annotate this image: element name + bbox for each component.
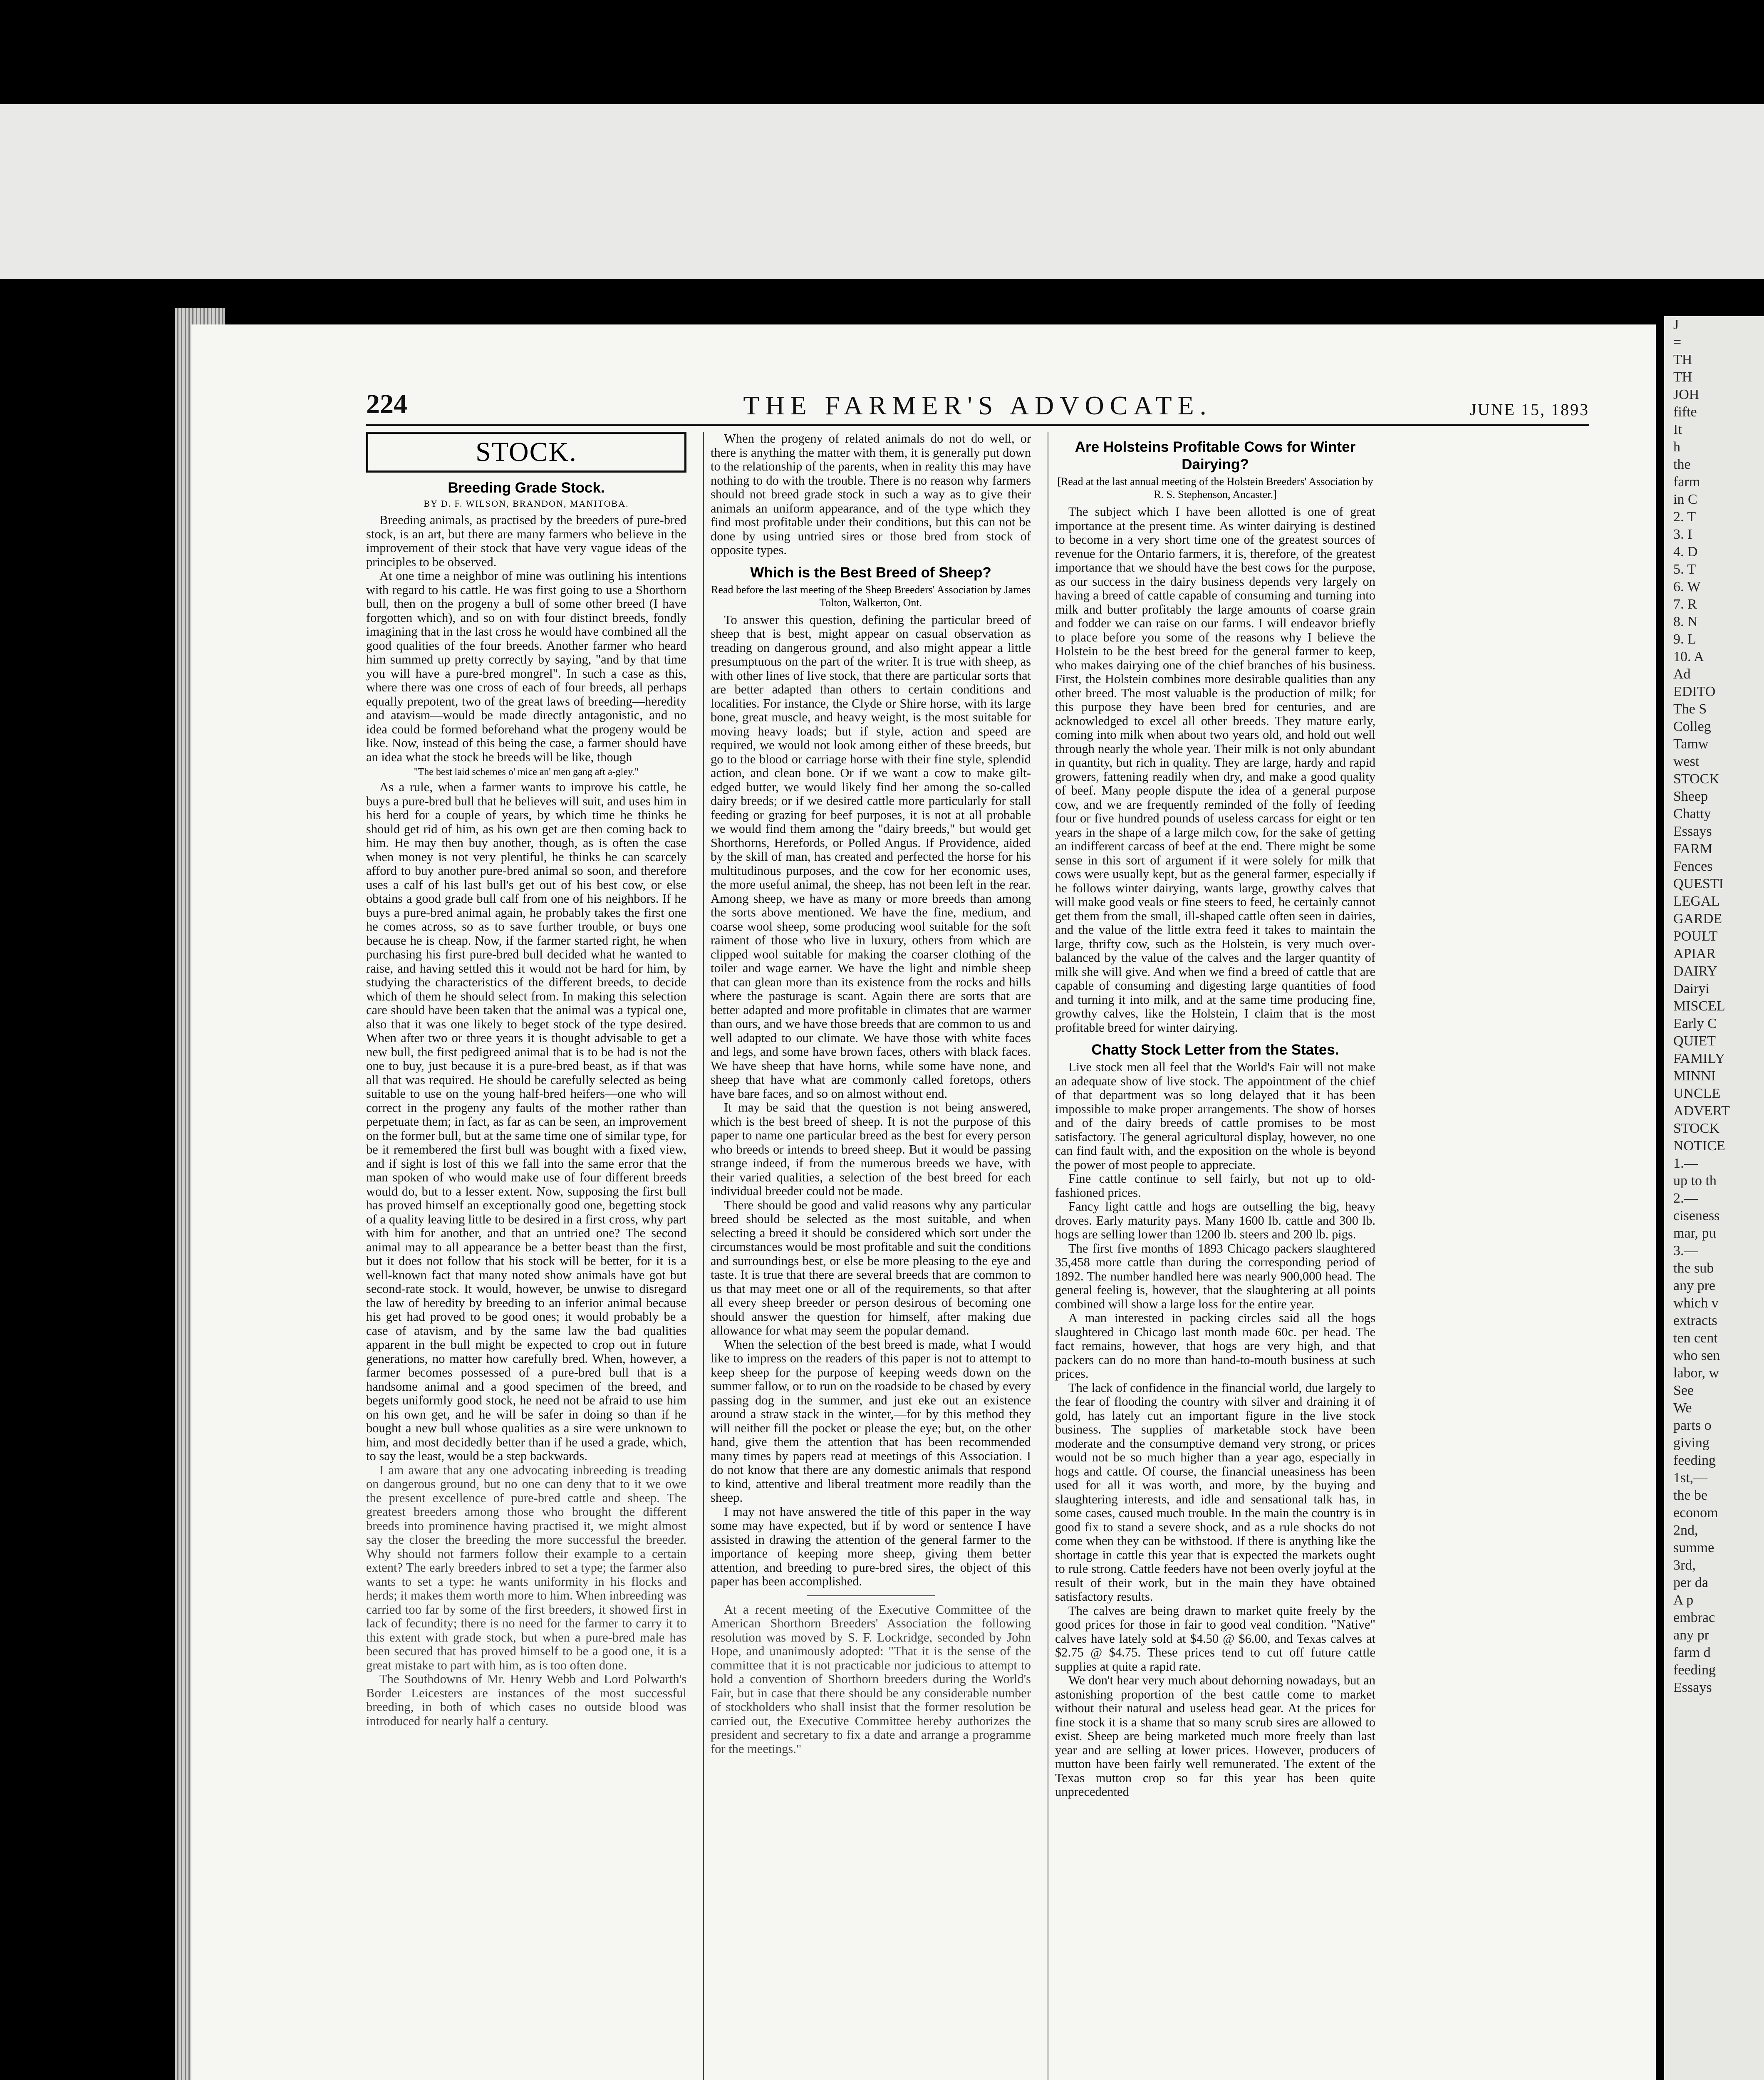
- column-2: [703, 432, 1031, 2080]
- article-note: Read before the last meeting of the Sheep Breeders' Association by James Tolton, Walkerton, Ont.: [711, 583, 1031, 609]
- adjacent-text-fragment: mar, pu: [1673, 1226, 1716, 1241]
- adjacent-text-fragment: per da: [1673, 1575, 1709, 1590]
- paragraph: The first five months of 1893 Chicago packers slaughtered 35,458 more cattle than during the corresponding period of 1892. The number handled here was nearly 900,000 head. The general feeling is, however, that the slaughtering at all points combined will show a large loss for the entire year.: [1055, 1241, 1375, 1311]
- adjacent-text-fragment: 3rd,: [1673, 1558, 1696, 1573]
- paragraph: It may be said that the question is not being answered, which is the best breed of sheep. It is not the purpose of this paper to name one particular breed as the best for every person who breeds or intends to breed sheep. But it would be passing strange indeed, if from the numerous breeds we have, with their varied qualities, a selection of the best breed for each individual breeder could not be made.: [711, 1100, 1031, 1198]
- article-title-holsteins: Are Holsteins Profitable Cows for Winter Dairying?: [1075, 439, 1356, 473]
- adjacent-text-fragment: ciseness: [1673, 1208, 1720, 1223]
- article-title-breeding: Breeding Grade Stock.: [448, 480, 605, 496]
- adjacent-text-fragment: fifte: [1673, 404, 1697, 420]
- adjacent-text-fragment: 7. R: [1673, 597, 1697, 612]
- adjacent-text-fragment: GARDE: [1673, 911, 1722, 926]
- paragraph: Fine cattle continue to sell fairly, but not up to old-fashioned prices.: [1055, 1171, 1375, 1200]
- paragraph: The Southdowns of Mr. Henry Webb and Lord Polwarth's Border Leicesters are instances of the most successful breeding, in both of which cases no outside blood was introduced for nearly half a century.: [366, 1672, 686, 1728]
- adjacent-text-fragment: 3. I: [1673, 527, 1692, 542]
- adjacent-text-fragment: TH: [1673, 369, 1692, 385]
- adjacent-text-fragment: JOH: [1673, 387, 1700, 402]
- adjacent-text-fragment: any pre: [1673, 1278, 1716, 1293]
- adjacent-text-fragment: FARM: [1673, 841, 1712, 857]
- paragraph: I may not have answered the title of this paper in the way some may have expected, but if by word or sentence I have assisted in drawing the attention of the general farmer to the importance of keeping more sheep, giving them better attention, and breeding to pure-bred sires, the object of this paper has been accomplished.: [711, 1504, 1031, 1588]
- paragraph: When the progeny of related animals do not do well, or there is anything the matter with them, it is generally put down to the relationship of the parents, when in reality this may have nothing to do with the trouble. There is no reason why farmers should not breed grade stock in such a way as to give their animals an uniform appearance, and of the type which they find most profitable under their conditions, but this can not be done by using untried sires or those bred from stock of opposite types.: [711, 432, 1031, 557]
- adjacent-text-fragment: APIAR: [1673, 946, 1716, 961]
- adjacent-text-fragment: POULT: [1673, 929, 1718, 944]
- article-note: [Read at the last annual meeting of the Holstein Breeders' Association by R. S. Stephenson, Ancaster.]: [1057, 475, 1373, 500]
- adjacent-text-fragment: EDITO: [1673, 684, 1716, 699]
- adjacent-text-fragment: 2.—: [1673, 1191, 1698, 1206]
- paragraph: To answer this question, defining the particular breed of sheep that is best, might appear on casual observation as treading on dangerous ground, and also might appear a little presumptuous on the part of the writer. It is true with sheep, as with other lines of live stock, that there are particular sorts that are better adapted than others to certain conditions and localities. For instance, the Clyde or Shire horse, with its large bone, great muscle, and heavy weight, is the most suitable for moving heavy loads; but if style, action and speed are required, we would not look among either of these breeds, but go to the blood or carriage horse with their fine style, splendid action, and clean bone. Or if we want a cow to make gilt-edged butter, we would likely find her among the so-called dairy breeds; or if we desired cattle more particularly for stall feeding or grazing for beef purposes, it is not at all probable we would find them among the "dairy breeds," but would get Shorthorns, Herefords, or Polled Angus. If Providence, aided by the skill of man, has created and perfected the horse for his multitudinous purposes, and the cow for her economic uses, the more useful animal, the sheep, has not been left in the rear. Among sheep, we have as many or more breeds than among the sorts above mentioned. We have the fine, medium, and coarse wool sheep, some producing wool suitable for the soft raiment of those who live in luxury, others from which are clipped wool suitable for making the coarser clothing of the toiler and wage earner. We have the light and nimble sheep that can glean more than its existence from the rocks and hills where the pasturage is scant. Again there are sorts that are better adapted and more profitable in climates that are warmer than ours, and we have those breeds that are common to us and well adapted to our climate. We have those with white faces and legs, and some have brown faces, others with black faces. We have sheep that have horns, while some have none, and sheep that have what are commonly called foretops, others have bare faces, and so on almost without end.: [711, 612, 1031, 1101]
- page-number: 224: [366, 389, 407, 419]
- adjacent-text-fragment: A p: [1673, 1592, 1694, 1608]
- adjacent-text-fragment: Early C: [1673, 1016, 1717, 1031]
- paragraph: I am aware that any one advocating inbreeding is treading on dangerous ground, but no one can deny that to it we owe the present excellence of pure-bred cattle and sheep. The greatest breeders among those who brought the different breeds into prominence having practised it, we might almost say the closer the breeding the more successful the breeder. Why should not farmers follow their example to a certain extent? The early breeders inbred to set a type; the farmer also wants to set a type: he wants uniformity in his flocks and herds; it makes them worth more to him. When inbreeding was carried too far by some of the first breeders, it showed first in lack of fecundity; there is no need for the farmer to carry it to this extent with grade stock, but when a pure-bred male has been secured that has proved himself to be a good one, it is a great mistake to part with him, as is too often done.: [366, 1463, 686, 1672]
- paragraph: When the selection of the best breed is made, what I would like to impress on the readers of this paper is not to attempt to keep sheep for the purpose of keeping weeds down on the summer fallow, or to run on the roadside to be chased by every passing dog in the summer, and just eke out an existence around a straw stack in the winter,—for by this method they will neither fill the pocket or please the eye; but, on the other hand, give them the attention that has been recommended many times by papers read at meetings of this Association. I do not know that there are any domestic animals that respond to kind, attentive and liberal treatment more readily than the sheep.: [711, 1337, 1031, 1505]
- adjacent-text-fragment: UNCLE: [1673, 1086, 1721, 1101]
- article-title-chatty: Chatty Stock Letter from the States.: [1091, 1042, 1339, 1058]
- paragraph: As a rule, when a farmer wants to improve his cattle, he buys a pure-bred bull that he believes will suit, and uses him in his herd for a couple of years, by which time he thinks he should get rid of him, as his own get are then coming back to him. He may then buy another, though, as is often the case when money is not very plentiful, he thinks he can scarcely afford to buy another pure-bred animal so soon, and therefore uses a calf of his last bull's get out of his best cow, or else obtains a good grade bull calf from one of his neighbors. If he buys a pure-bred animal again, he probably takes the first one he comes across, so as to save further trouble, or buys one because he is cheap. Now, if the farmer started right, he when purchasing his first pure-bred bull decided what he wanted to raise, and having settled this it would not be hard for him, by studying the characteristics of the different breeds, to decide which of them he should select from. In making this selection care should have been taken that the animal was a typical one, also that it was one likely to beget stock of the type desired. When after two or three years it is thought advisable to get a new bull, the first pedigreed animal that is to be had is not the one to buy, just because it is a pure-bred beast, as if that was all that was required. He should be carefully selected as being suitable to use on the young half-bred heifers—one who will correct in the progeny any faults of the mother rather than perpetuate them; in fact, as far as can be seen, an improvement on the former bull, but at the same time one of similar type, for be it remembered the first bull was bought with a fixed view, and if sight is lost of this we fall into the same error that the man spoken of who would make use of four different breeds would do, but to a lesser extent. Now, supposing the first bull has proved himself an exceptionally good one, begetting stock of a quality leaving little to be desired in a first cross, why part with him for another, and that an untried one? The second animal may to all appearance be a better beast than the first, but it does not follow that his stock will be better, for it is a well-known fact that many noted show animals have got but second-rate stock. It would, however, be unwise to disregard the law of heredity by breeding to an inferior animal because his get had proved to be good ones; it would probably be a case of atavism, and by the same law the bad qualities apparent in the bull might be expected to crop out in future generations, no matter how carefully bred. When, however, a farmer becomes possessed of a pure-bred bull that is a handsome animal and a good specimen of the breed, and begets uniformly good stock, he need not be afraid to use him on his own get, and he will be safer in doing so than if he bought a new bull whose qualities as a sire were unknown to him, and most decidedly better than if he used a grade, which, to say the least, would be a step backwards.: [366, 780, 686, 1463]
- adjacent-text-fragment: 5. T: [1673, 562, 1696, 577]
- masthead: [366, 387, 1589, 426]
- paragraph: A man interested in packing circles said all the hogs slaughtered in Chicago last month made 60c. per head. The fact remains, however, that hogs are very high, and that packers can do no more than hand-to-mouth business at such prices.: [1055, 1311, 1375, 1381]
- adjacent-text-fragment: 8. N: [1673, 614, 1698, 629]
- adjacent-text-fragment: Colleg: [1673, 719, 1711, 734]
- adjacent-text-fragment: FAMILY: [1673, 1051, 1725, 1066]
- adjacent-text-fragment: 2nd,: [1673, 1523, 1698, 1538]
- adjacent-text-fragment: MINNI: [1673, 1068, 1716, 1084]
- issue-date: JUNE 15, 1893: [1470, 400, 1589, 419]
- adjacent-page-fragment: [1664, 316, 1764, 2080]
- adjacent-text-fragment: the sub: [1673, 1260, 1714, 1276]
- adjacent-text-fragment: Ad: [1673, 666, 1691, 682]
- adjacent-text-fragment: STOCK: [1673, 771, 1719, 787]
- adjacent-text-fragment: 6. W: [1673, 579, 1701, 594]
- adjacent-text-fragment: parts o: [1673, 1418, 1712, 1433]
- adjacent-text-fragment: 10. A: [1673, 649, 1704, 664]
- column-3: [1048, 432, 1375, 2080]
- divider: [807, 1595, 935, 1596]
- adjacent-text-fragment: LEGAL: [1673, 894, 1720, 909]
- section-heading: STOCK.: [366, 432, 686, 473]
- adjacent-text-fragment: It: [1673, 422, 1682, 437]
- newspaper-page: [191, 324, 1656, 2080]
- adjacent-text-fragment: Sheep: [1673, 789, 1708, 804]
- adjacent-text-fragment: west: [1673, 754, 1700, 769]
- poem-quote: "The best laid schemes o' mice an' men gang aft a-gley.": [414, 767, 639, 778]
- adjacent-text-fragment: feeding: [1673, 1662, 1716, 1678]
- article-title-sheep: Which is the Best Breed of Sheep?: [750, 564, 991, 581]
- adjacent-text-fragment: Essays: [1673, 824, 1712, 839]
- adjacent-text-fragment: embrac: [1673, 1610, 1715, 1625]
- adjacent-text-fragment: See: [1673, 1383, 1694, 1398]
- adjacent-text-fragment: any pr: [1673, 1627, 1709, 1643]
- adjacent-text-fragment: summe: [1673, 1540, 1714, 1555]
- adjacent-text-fragment: 9. L: [1673, 631, 1696, 647]
- paragraph: Live stock men all feel that the World's Fair will not make an adequate show of live stock. The appointment of the chief of that department was so long delayed that it has been impossible to make proper arrangements. The show of horses and of the dairy breeds of cattle promises to be most satisfactory. The general agricultural display, however, no one can find fault with, and the exposition on the whole is beyond the power of most people to appreciate.: [1055, 1060, 1375, 1172]
- byline: BY D. F. WILSON, BRANDON, MANITOBA.: [424, 498, 629, 509]
- overexposed-band: [0, 104, 1764, 279]
- adjacent-text-fragment: farm: [1673, 474, 1700, 490]
- adjacent-text-fragment: 2. T: [1673, 509, 1696, 525]
- adjacent-text-fragment: 1.—: [1673, 1156, 1698, 1171]
- adjacent-text-fragment: The S: [1673, 701, 1707, 717]
- adjacent-text-fragment: Tamw: [1673, 736, 1709, 752]
- adjacent-text-fragment: in C: [1673, 492, 1697, 507]
- adjacent-text-fragment: which v: [1673, 1295, 1719, 1311]
- adjacent-text-fragment: TH: [1673, 352, 1692, 367]
- adjacent-text-fragment: We: [1673, 1400, 1692, 1416]
- adjacent-text-fragment: Dairyi: [1673, 981, 1709, 996]
- adjacent-text-fragment: ADVERT: [1673, 1103, 1730, 1119]
- adjacent-text-fragment: 3.—: [1673, 1243, 1698, 1258]
- adjacent-text-fragment: Chatty: [1673, 806, 1711, 822]
- paragraph: Breeding animals, as practised by the breeders of pure-bred stock, is an art, but there are many farmers who believe in the improvement of their stock that have very vague ideas of the principles to be observed.: [366, 513, 686, 569]
- paragraph: At one time a neighbor of mine was outlining his intentions with regard to his cattle. He was first going to use a Shorthorn bull, then on the progeny a bull of some other breed (I have forgotten which), and so on with four distinct breeds, fondly imagining that in the last cross he would have combined all the good qualities of the four breeds. Another farmer who heard him summed up pretty correctly by saying, "and by that time you will have a pure-bred mongrel". In such a case as this, where there was one cross of each of four breeds, all perhaps equally prepotent, two of the great laws of breeding—heredity and atavism—would be made directly antagonistic, and no idea could be formed beforehand what the progeny would be like. Now, instead of this being the case, a farmer should have an idea what the stock he breeds will be like, though: [366, 569, 686, 764]
- paragraph: We don't hear very much about dehorning nowadays, but an astonishing proportion of the best cattle come to market without their natural and useless head gear. At the prices for fine stock it is a shame that so many scrub sires are allowed to exist. Sheep are being marketed much more freely than last year and are selling at lower prices. However, producers of mutton have been fairly well remunerated. The extent of the Texas mutton crop so far this year has been quite unprecedented: [1055, 1673, 1375, 1799]
- adjacent-text-fragment: NOTICE: [1673, 1138, 1725, 1154]
- paragraph: Fancy light cattle and hogs are outselling the big, heavy droves. Early maturity pays. Many 1600 lb. cattle and 300 lb. hogs are selling lower than 1200 lb. steers and 200 lb. pigs.: [1055, 1199, 1375, 1241]
- adjacent-text-fragment: the: [1673, 457, 1691, 472]
- adjacent-text-fragment: up to th: [1673, 1173, 1717, 1189]
- adjacent-text-fragment: ten cent: [1673, 1330, 1718, 1346]
- adjacent-page-text: [1664, 316, 1764, 1696]
- adjacent-text-fragment: Fences: [1673, 859, 1713, 874]
- adjacent-text-fragment: labor, w: [1673, 1365, 1719, 1381]
- adjacent-text-fragment: MISCEL: [1673, 998, 1725, 1014]
- adjacent-text-fragment: who sen: [1673, 1348, 1720, 1363]
- adjacent-text-fragment: 4. D: [1673, 544, 1698, 560]
- adjacent-text-fragment: STOCK: [1673, 1121, 1719, 1136]
- adjacent-text-fragment: QUESTI: [1673, 876, 1724, 891]
- paragraph: The calves are being drawn to market quite freely by the good prices for those in fair to good veal condition. "Native" calves have lately sold at $4.50 @ $6.00, and Texas calves at $2.75 @ $4.75. These prices tend to cut off future cattle supplies at quite a rapid rate.: [1055, 1603, 1375, 1674]
- adjacent-text-fragment: farm d: [1673, 1645, 1711, 1660]
- adjacent-text-fragment: QUIET: [1673, 1033, 1716, 1049]
- paragraph: At a recent meeting of the Executive Committee of the American Shorthorn Breeders' Association the following resolution was moved by S. F. Lockridge, seconded by John Hope, and unanimously adopted: "That it is the sense of the committee that it is not practicable nor judicious to attempt to hold a convention of Shorthorn breeders during the World's Fair, but in case that there should be any considerable number of stockholders who shall insist that the former resolution be carried out, the Executive Committee hereby authorizes the president and secretary to fix a date and arrange a programme for the meetings.": [711, 1602, 1031, 1756]
- journal-title: THE FARMER'S ADVOCATE.: [743, 391, 1212, 420]
- adjacent-text-fragment: econom: [1673, 1505, 1718, 1520]
- adjacent-text-fragment: extracts: [1673, 1313, 1717, 1328]
- adjacent-text-fragment: =: [1673, 334, 1682, 350]
- column-1: [366, 432, 686, 2080]
- adjacent-text-fragment: the be: [1673, 1488, 1708, 1503]
- adjacent-text-fragment: DAIRY: [1673, 963, 1717, 979]
- paragraph: The subject which I have been allotted is one of great importance at the present time. As winter dairying is destined to become in a very short time one of the greatest sources of revenue for the Ontario farmers, it is, therefore, of the greatest importance that we should have the best cows for the purpose, as our success in the dairy business depends very largely on having a breed of cattle capable of consuming and turning into milk and butter profitably the large amounts of coarse grain and fodder we can raise on our farms. I will endeavor briefly to place before you some of the reasons why I believe the Holstein to be the best breed for the general farmer to keep, who makes dairying one of the chief branches of his business. First, the Holstein combines more desirable qualities than any other breed. The most valuable is the production of milk; for this purpose they have been bred for centuries, and are acknowledged to excel all other breeds. They mature early, coming into milk when about two years old, and hold out well through nearly the whole year. Their milk is not only abundant in quantity, but rich in quality. They are large, hardy and rapid growers, fattening readily when dry, and make a good quality of beef. Many people dispute the idea of a general purpose cow, and we are frequently reminded of the folly of feeding four or five hundred pounds of useless carcass for eight or ten years in the shape of a large milch cow, for the sake of getting an indifferent carcass of beef at the end. There might be some sense in this sort of argument if it were solely for milk that cows were usually kept, but as the general farmer, especially if he follows winter dairying, wants large, growthy calves that will make good veals or fine steers to feed, he certainly cannot get them from the small, ill-shaped cattle often seen in dairies, and the value of the little extra feed it takes to maintain the large, thrifty cow, such as the Holstein, is very much over-balanced by the value of the calves and the larger quantity of milk she will give. And when we find a breed of cattle that are capable of consuming and digesting large quantities of food and turning it into milk, and at the same time producing fine, growthy calves, like the Holstein, I claim that is the most profitable breed for winter dairying.: [1055, 505, 1375, 1035]
- paragraph: There should be good and valid reasons why any particular breed should be selected as the most suitable, and when selecting a breed it should be considered which sort under the circumstances would be most profitable and suit the conditions and surroundings best, or else be more pleasing to the eye and taste. It is true that there are several breeds that are common to us that may meet one or all of the requirements, so that after all every sheep breeder or person desirous of becoming one should answer the question for himself, after making due allowance for what may seem the popular demand.: [711, 1198, 1031, 1337]
- adjacent-text-fragment: h: [1673, 439, 1680, 455]
- paragraph: The lack of confidence in the financial world, due largely to the fear of flooding the country with silver and draining it of gold, has lately cut an important figure in the live stock business. The supplies of marketable stock have been moderate and the consumptive demand very strong, or prices would not be so much higher than a year ago, especially in hogs and cattle. Of course, the financial uneasiness has been used for all it was worth, and more, by the buying and slaughtering interests, and idle and sensational talk has, in some cases, caused much trouble. In the main the country is in good fix to stand a severe shock, and as a rule shocks do not come when they can be withstood. If there is anything like the shortage in cattle this year that is expected the markets ought to rule strong. Cattle feeders have not been overly joyful at the result of their work, but in the main they have obtained satisfactory results.: [1055, 1380, 1375, 1604]
- adjacent-text-fragment: feeding: [1673, 1453, 1716, 1468]
- adjacent-text-fragment: Essays: [1673, 1680, 1712, 1695]
- adjacent-text-fragment: 1st,—: [1673, 1470, 1708, 1486]
- article-columns: [366, 432, 1589, 2080]
- adjacent-text-fragment: J: [1673, 317, 1679, 332]
- adjacent-text-fragment: giving: [1673, 1435, 1709, 1451]
